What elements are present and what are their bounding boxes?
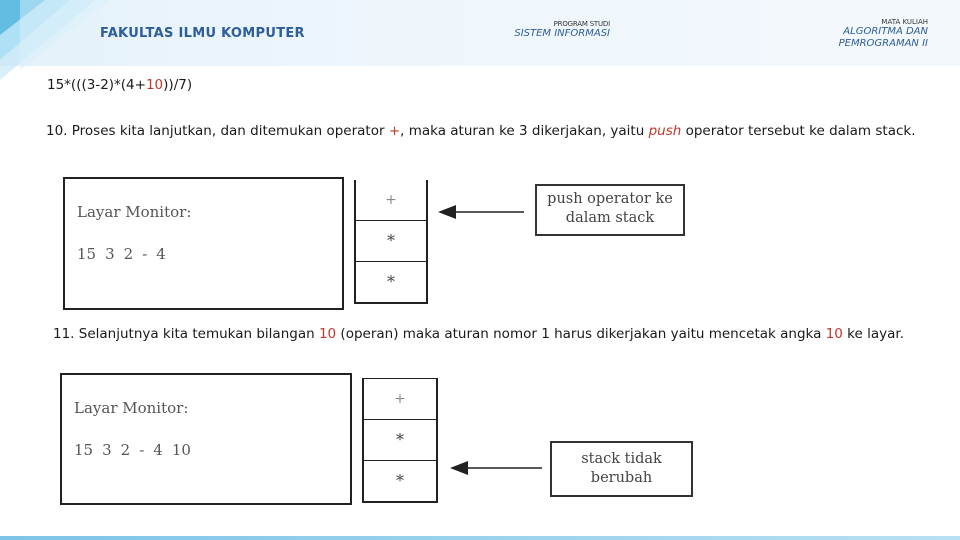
arrow-left-icon [436,202,528,222]
monitor-value: - [142,245,148,263]
step11-monitor [60,373,352,505]
expression-highlight: 10 [145,77,164,93]
step10-text-b: , maka aturan ke 3 dikerjakan, yaitu [400,123,649,139]
monitor-value: 3 [102,441,112,459]
step10-stack [354,180,428,304]
bottom-decoration [0,536,960,540]
monitor-value: 3 [105,245,115,263]
arrow-left-icon [448,458,544,478]
course-label: MATA KULIAH [881,18,928,26]
step11-text [53,323,933,345]
monitor-value: - [139,441,145,459]
step11-note-line1: stack tidak [581,451,662,467]
step10-operator: + [388,123,401,139]
stack-cell: * [364,419,436,460]
expression-pre: 15*(((3-2)*(4+ [47,77,146,93]
step11-num1: 10 [318,326,337,342]
slide-header [0,0,960,66]
step10-note-line2: dalam stack [565,210,655,226]
monitor-value: 15 [77,245,97,263]
step10-text-a: 10. Proses kita lanjutkan, dan ditemukan operator [46,123,389,139]
step10-note-line1: push operator ke [547,191,673,207]
step10-monitor-values [77,245,175,263]
step11-monitor-values [74,441,200,459]
corner-decoration [0,0,110,80]
step10-text [46,120,926,142]
step10-monitor-title: Layar Monitor: [77,203,192,221]
step11-note-line2: berubah [590,470,653,486]
monitor-value: 2 [123,245,134,263]
expression [47,77,192,93]
step11-text-a: 11. Selanjutnya kita temukan bilangan [53,326,319,342]
step11-monitor-title: Layar Monitor: [74,399,189,417]
step11-text-b: (operan) maka aturan nomor 1 harus dikerjakan yaitu mencetak angka [336,326,826,342]
course-value-line2: PEMROGRAMAN II [838,38,928,49]
step10-text-c: operator tersebut ke dalam stack. [681,123,916,139]
step11-note [550,441,693,497]
faculty-name: FAKULTAS ILMU KOMPUTER [100,26,305,41]
stack-cell: + [385,192,397,208]
stack-cell: * [356,261,426,302]
step11-num2: 10 [825,326,843,342]
monitor-value: 2 [120,441,131,459]
step11-stack [362,378,438,503]
step11-text-c: ke layar. [842,326,904,342]
monitor-value: 4 [153,441,163,459]
stack-cell: + [364,378,436,419]
stack-cell: * [364,460,436,501]
step10-monitor [63,177,344,310]
step10-push: push [648,123,682,139]
step10-note [535,184,685,236]
course-value [806,26,928,50]
monitor-value: 15 [74,441,94,459]
program-value: SISTEM INFORMASI [514,28,610,39]
monitor-value: 4 [156,245,166,263]
expression-post: ))/7) [163,77,193,93]
monitor-value: 10 [171,441,191,459]
program-label: PROGRAM STUDI [553,20,610,28]
course-value-line1: ALGORITMA DAN [843,26,928,37]
stack-cell: * [356,220,426,261]
